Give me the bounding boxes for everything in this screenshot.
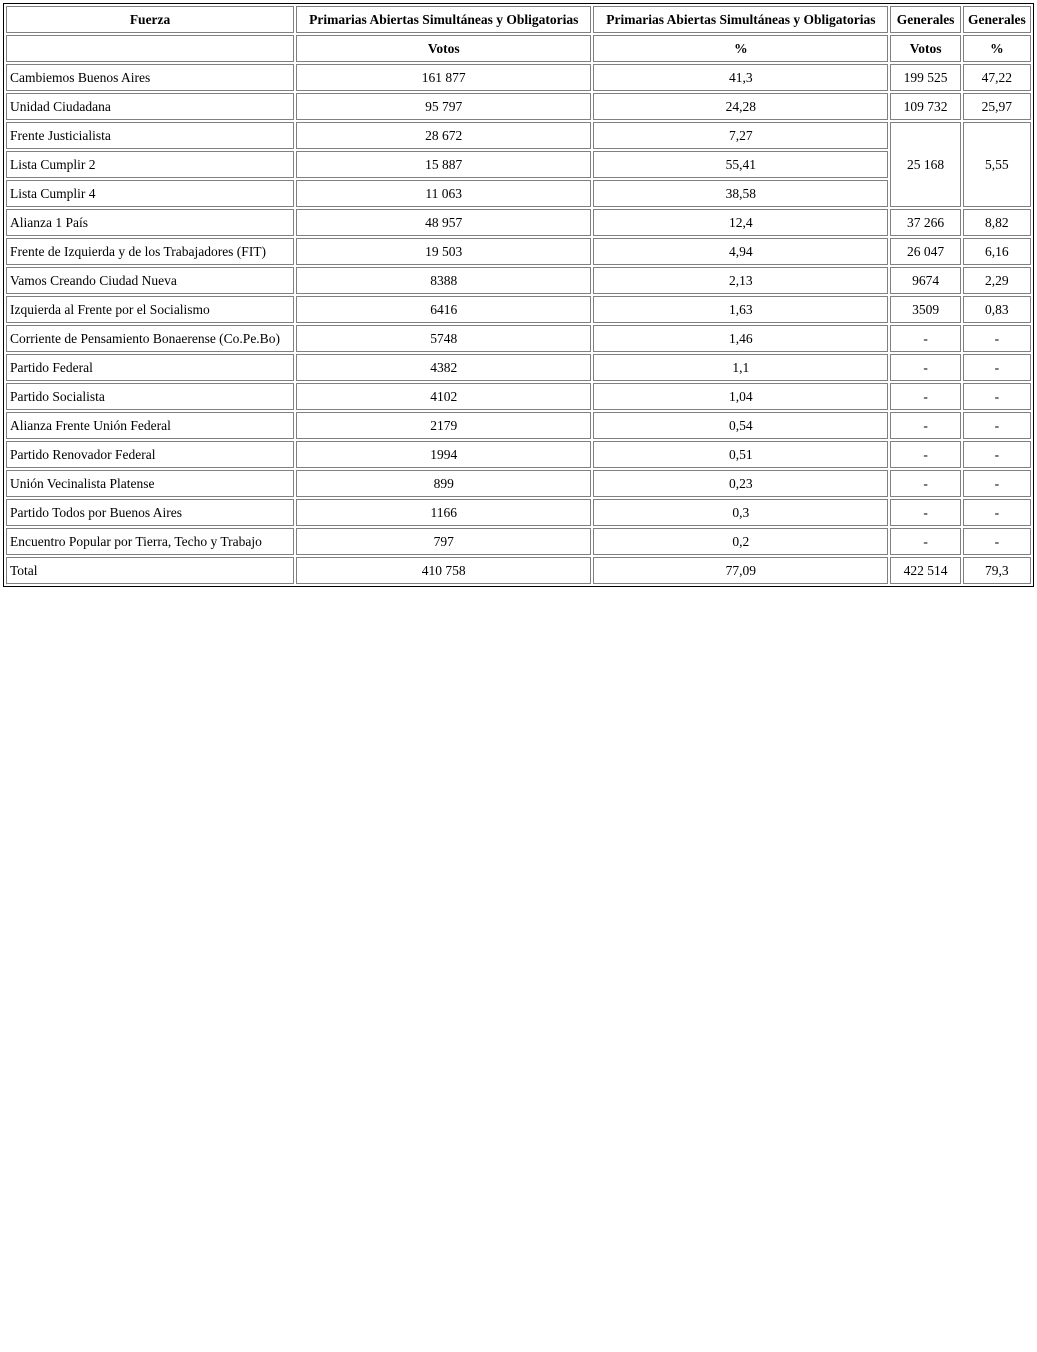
party-name: Alianza Frente Unión Federal [6, 412, 294, 439]
paso-votos: 28 672 [296, 122, 591, 149]
paso-pct: 0,3 [593, 499, 888, 526]
header-generales-pct-group: Generales [963, 6, 1031, 33]
table-row [6, 383, 1031, 410]
party-name: Lista Cumplir 4 [6, 180, 294, 207]
paso-pct: 41,3 [593, 64, 888, 91]
paso-pct: 1,04 [593, 383, 888, 410]
table-row [6, 325, 1031, 352]
paso-votos: 797 [296, 528, 591, 555]
paso-votos: 8388 [296, 267, 591, 294]
party-name: Lista Cumplir 2 [6, 151, 294, 178]
paso-votos: 899 [296, 470, 591, 497]
gen-votos: - [890, 325, 960, 352]
paso-votos: 5748 [296, 325, 591, 352]
gen-votos: - [890, 412, 960, 439]
header-fuerza: Fuerza [6, 6, 294, 33]
gen-votos: 37 266 [890, 209, 960, 236]
gen-pct: 47,22 [963, 64, 1031, 91]
gen-pct: 6,16 [963, 238, 1031, 265]
gen-pct: - [963, 412, 1031, 439]
paso-pct: 24,28 [593, 93, 888, 120]
header-paso-pct-group: Primarias Abiertas Simultáneas y Obligatorias [593, 6, 888, 33]
paso-votos: 19 503 [296, 238, 591, 265]
gen-pct: 0,83 [963, 296, 1031, 323]
gen-votos: 26 047 [890, 238, 960, 265]
header-row-2 [6, 35, 1031, 62]
total-label: Total [6, 557, 294, 584]
subheader-paso-pct: % [593, 35, 888, 62]
paso-pct: 1,1 [593, 354, 888, 381]
gen-pct: - [963, 325, 1031, 352]
table-row [6, 93, 1031, 120]
subheader-gen-votos: Votos [890, 35, 960, 62]
total-paso-pct: 77,09 [593, 557, 888, 584]
gen-votos: 109 732 [890, 93, 960, 120]
party-name: Vamos Creando Ciudad Nueva [6, 267, 294, 294]
paso-pct: 0,2 [593, 528, 888, 555]
table-row [6, 441, 1031, 468]
paso-votos: 48 957 [296, 209, 591, 236]
party-name: Partido Todos por Buenos Aires [6, 499, 294, 526]
paso-votos: 15 887 [296, 151, 591, 178]
table-row [6, 238, 1031, 265]
table-row [6, 470, 1031, 497]
gen-pct: - [963, 499, 1031, 526]
paso-pct: 38,58 [593, 180, 888, 207]
paso-pct: 7,27 [593, 122, 888, 149]
party-name: Partido Socialista [6, 383, 294, 410]
paso-votos: 161 877 [296, 64, 591, 91]
paso-votos: 11 063 [296, 180, 591, 207]
paso-pct: 4,94 [593, 238, 888, 265]
table-row [6, 267, 1031, 294]
paso-votos: 95 797 [296, 93, 591, 120]
gen-pct: - [963, 528, 1031, 555]
gen-pct: - [963, 470, 1031, 497]
table-row [6, 528, 1031, 555]
paso-pct: 12,4 [593, 209, 888, 236]
table-row [6, 122, 1031, 149]
paso-votos: 1994 [296, 441, 591, 468]
gen-votos: 9674 [890, 267, 960, 294]
paso-votos: 6416 [296, 296, 591, 323]
gen-pct: 2,29 [963, 267, 1031, 294]
paso-pct: 1,63 [593, 296, 888, 323]
total-paso-votos: 410 758 [296, 557, 591, 584]
paso-pct: 1,46 [593, 325, 888, 352]
table-row [6, 209, 1031, 236]
party-name: Izquierda al Frente por el Socialismo [6, 296, 294, 323]
paso-pct: 0,54 [593, 412, 888, 439]
party-name: Unidad Ciudadana [6, 93, 294, 120]
gen-votos: 199 525 [890, 64, 960, 91]
party-name: Alianza 1 País [6, 209, 294, 236]
paso-votos: 1166 [296, 499, 591, 526]
party-name: Corriente de Pensamiento Bonaerense (Co.Pe.Bo) [6, 325, 294, 352]
gen-votos-merged: 25 168 [890, 122, 960, 207]
party-name: Partido Renovador Federal [6, 441, 294, 468]
paso-pct: 0,51 [593, 441, 888, 468]
party-name: Frente Justicialista [6, 122, 294, 149]
table-row [6, 412, 1031, 439]
party-name: Frente de Izquierda y de los Trabajadores (FIT) [6, 238, 294, 265]
party-name: Partido Federal [6, 354, 294, 381]
gen-votos: - [890, 499, 960, 526]
gen-pct: - [963, 383, 1031, 410]
header-paso-votos-group: Primarias Abiertas Simultáneas y Obligatorias [296, 6, 591, 33]
header-row-1 [6, 6, 1031, 33]
table-row [6, 499, 1031, 526]
paso-pct: 0,23 [593, 470, 888, 497]
total-gen-votos: 422 514 [890, 557, 960, 584]
gen-pct: 8,82 [963, 209, 1031, 236]
header-generales-votos-group: Generales [890, 6, 960, 33]
subheader-empty [6, 35, 294, 62]
subheader-paso-votos: Votos [296, 35, 591, 62]
table-row [6, 180, 1031, 207]
table-row [6, 296, 1031, 323]
results-table [3, 3, 1034, 587]
paso-votos: 2179 [296, 412, 591, 439]
gen-pct: - [963, 441, 1031, 468]
table-row [6, 64, 1031, 91]
gen-votos: - [890, 441, 960, 468]
gen-votos: 3509 [890, 296, 960, 323]
paso-votos: 4102 [296, 383, 591, 410]
gen-votos: - [890, 383, 960, 410]
subheader-gen-pct: % [963, 35, 1031, 62]
table-row [6, 151, 1031, 178]
paso-pct: 2,13 [593, 267, 888, 294]
party-name: Unión Vecinalista Platense [6, 470, 294, 497]
total-row [6, 557, 1031, 584]
paso-pct: 55,41 [593, 151, 888, 178]
party-name: Cambiemos Buenos Aires [6, 64, 294, 91]
party-name: Encuentro Popular por Tierra, Techo y Trabajo [6, 528, 294, 555]
gen-pct-merged: 5,55 [963, 122, 1031, 207]
gen-pct: 25,97 [963, 93, 1031, 120]
gen-pct: - [963, 354, 1031, 381]
gen-votos: - [890, 528, 960, 555]
gen-votos: - [890, 470, 960, 497]
paso-votos: 4382 [296, 354, 591, 381]
gen-votos: - [890, 354, 960, 381]
total-gen-pct: 79,3 [963, 557, 1031, 584]
table-row [6, 354, 1031, 381]
